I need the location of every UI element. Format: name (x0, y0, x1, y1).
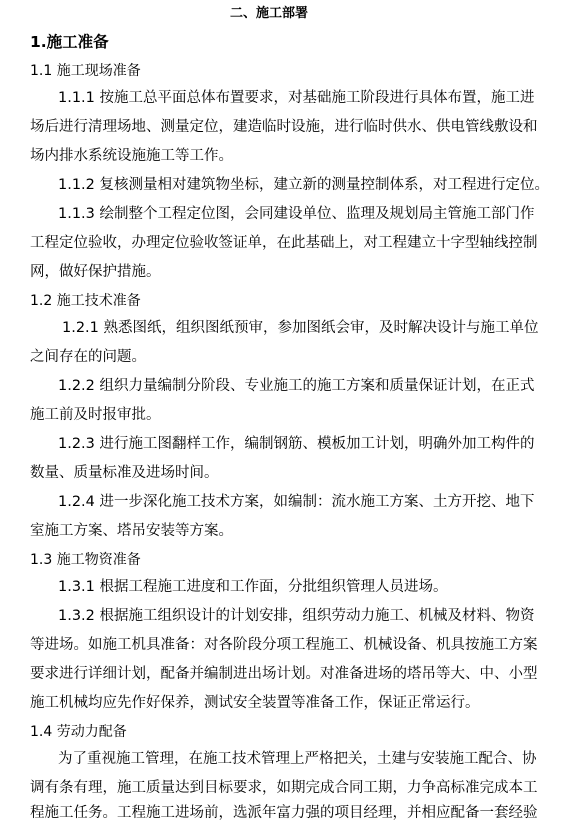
paragraph-1-3-2-line: 等进场。如施工机具准备：对各阶段分项工程施工、机械设备、机具按施工方案 (30, 637, 538, 653)
paragraph-1-4-line: 程施工任务。工程施工进场前，选派年富力强的项目经理，并相应配备一套经验 (30, 805, 538, 821)
paragraph-1-1-3-line: 工程定位验收，办理定位验收签证单，在此基础上，对工程建立十字型轴线控制 (30, 235, 538, 251)
paragraph-1-1-1-line: 场内排水系统设施施工等工作。 (30, 148, 233, 164)
paragraph-1-2-1-line: 之间存在的问题。 (30, 349, 146, 365)
document-title: 二、施工部署 (230, 6, 309, 21)
subsection-heading-1-1: 1.1 施工现场准备 (30, 63, 141, 79)
paragraph-1-1-1-line: 1.1.1 按施工总平面总体布置要求，对基础施工阶段进行具体布置，施工进 (58, 90, 535, 106)
section-heading-1: 1.施工准备 (30, 33, 109, 51)
paragraph-1-2-4-line: 1.2.4 进一步深化施工技术方案，如编制：流水施工方案、土方开挖、地下 (58, 494, 535, 510)
subsection-heading-1-2: 1.2 施工技术准备 (30, 293, 141, 309)
paragraph-1-3-1: 1.3.1 根据工程施工进度和工作面，分批组织管理人员进场。 (58, 579, 448, 595)
paragraph-1-2-2-line: 1.2.2 组织力量编制分阶段、专业施工的施工方案和质量保证计划，在正式 (58, 378, 535, 394)
paragraph-1-4-line: 调有条有理，施工质量达到目标要求，如期完成合同工期，力争高标准完成本工 (30, 780, 538, 796)
paragraph-1-2-1-line: 1.2.1 熟悉图纸，组织图纸预审，参加图纸会审，及时解决设计与施工单位 (62, 320, 539, 336)
paragraph-1-2-3-line: 1.2.3 进行施工图翻样工作，编制钢筋、模板加工计划，明确外加工构件的 (58, 436, 535, 452)
paragraph-1-3-2-line: 施工机械均应先作好保养，测试安全装置等准备工作，保证正常运行。 (30, 695, 480, 711)
subsection-heading-1-3: 1.3 施工物资准备 (30, 552, 141, 568)
paragraph-1-2-2-line: 施工前及时报审批。 (30, 407, 161, 423)
paragraph-1-1-3-line: 网，做好保护措施。 (30, 264, 161, 280)
paragraph-1-2-4-line: 室施工方案、塔吊安装等方案。 (30, 523, 233, 539)
paragraph-1-4-line: 为了重视施工管理，在施工技术管理上严格把关，土建与安装施工配合、协 (58, 751, 537, 767)
paragraph-1-1-1-line: 场后进行清理场地、测量定位，建造临时设施，进行临时供水、供电管线敷设和 (30, 119, 538, 135)
paragraph-1-3-2-line: 要求进行详细计划，配备并编制进出场计划。对准备进场的塔吊等大、中、小型 (30, 666, 538, 682)
paragraph-1-3-2-line: 1.3.2 根据施工组织设计的计划安排，组织劳动力施工、机械及材料、物资 (58, 608, 535, 624)
subsection-heading-1-4: 1.4 劳动力配备 (30, 724, 127, 740)
paragraph-1-1-2: 1.1.2 复核测量相对建筑物坐标，建立新的测量控制体系，对工程进行定位。 (58, 177, 550, 193)
paragraph-1-1-3-line: 1.1.3 绘制整个工程定位图，会同建设单位、监理及规划局主管施工部门作 (58, 206, 535, 222)
paragraph-1-2-3-line: 数量、质量标准及进场时间。 (30, 465, 219, 481)
spellcheck-underline (30, 233, 60, 253)
